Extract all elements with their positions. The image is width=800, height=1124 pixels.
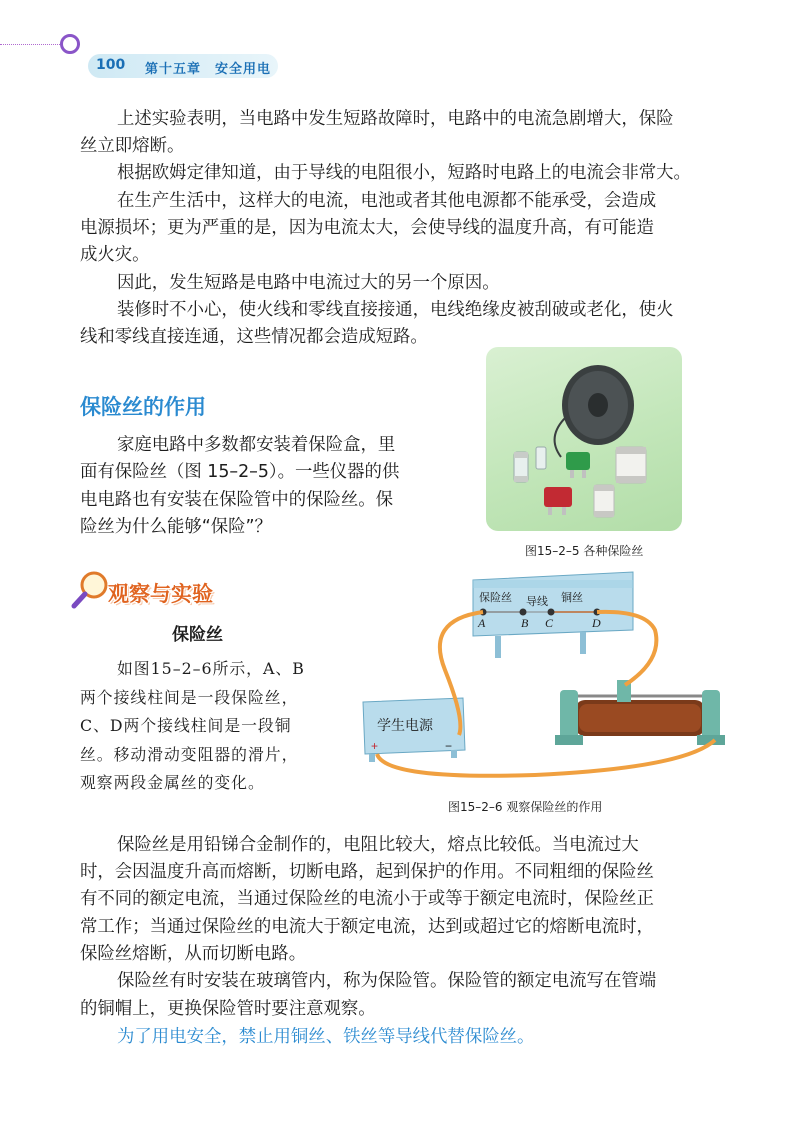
experiment-line1: 如图15–2–6所示，A、B xyxy=(117,659,305,678)
body-p2-line2: 的铜帽上，更换保险管时要注意观察。 xyxy=(80,999,376,1019)
body-p1-line5: 保险丝熔断，从而切断电路。 xyxy=(80,944,307,964)
chapter-title: 第十五章 安全用电 xyxy=(145,62,272,77)
body-p2-line1: 保险丝有时安装在玻璃管内，称为保险管。保险管的额定电流写在管端 xyxy=(117,971,657,991)
terminal-a-label: A xyxy=(478,616,486,630)
experiment-line2: 两个接线柱间是一段保险丝， xyxy=(80,688,299,707)
section-line3: 电电路也有安装在保险管中的保险丝。保 xyxy=(80,490,394,510)
intro-p3-line2: 电源损坏；更为严重的是，因为电流太大，会使导线的温度升高，有可能造 xyxy=(80,218,654,238)
label-copper: 铜丝 xyxy=(561,592,583,604)
terminal-c-label: C xyxy=(545,616,554,630)
terminal-d-label: D xyxy=(592,616,601,630)
fuses-illustration xyxy=(486,347,682,531)
section-line4: 险丝为什么能够“保险”？ xyxy=(80,517,272,537)
fuses-photo xyxy=(486,347,682,531)
intro-p1-line1: 上述实验表明，当电路中发生短路故障时，电路中的电流急剧增大，保险 xyxy=(117,109,674,129)
plus-sign: + xyxy=(371,739,379,753)
body-p1-line3: 有不同的额定电流，当通过保险丝的电流小于或等于额定电流时，保险丝正 xyxy=(80,889,654,909)
experiment-subtitle: 保险丝 xyxy=(172,625,223,645)
intro-p5-line1: 装修时不小心，使火线和零线直接接通，电线绝缘皮被刮破或老化，使火 xyxy=(117,300,674,320)
photo-caption: 图15–2–5 各种保险丝 xyxy=(525,544,644,558)
safety-warning: 为了用电安全，禁止用铜丝、铁丝等导线代替保险丝。 xyxy=(117,1027,535,1047)
sliding-rheostat xyxy=(555,680,725,745)
section-line1: 家庭电路中多数都安装着保险盒，里 xyxy=(117,435,396,455)
intro-p3-line3: 成火灾。 xyxy=(80,245,150,265)
diagram-caption: 图15–2–6 观察保险丝的作用 xyxy=(448,800,603,814)
body-p1-line1: 保险丝是用铅锑合金制作的，电阻比较大，熔点比较低。当电流过大 xyxy=(117,835,639,855)
header-circle-ornament xyxy=(60,34,80,54)
experiment-line4: 丝。移动滑动变阻器的滑片， xyxy=(80,745,299,764)
label-wire: 导线 xyxy=(526,596,548,608)
minus-sign: − xyxy=(445,739,453,753)
label-fuse: 保险丝 xyxy=(479,592,512,604)
experiment-line3: C、D两个接线柱间是一段铜 xyxy=(80,716,292,735)
body-p1-line4: 常工作；当通过保险丝的电流大于额定电流，达到或超过它的熔断电流时， xyxy=(80,917,654,937)
observe-experiment-title: 观察与实验 xyxy=(108,582,213,606)
section-line2: 面有保险丝（图 15–2–5）。一些仪器的供 xyxy=(80,462,400,482)
intro-p5-line2: 线和零线直接连通，这些情况都会造成短路。 xyxy=(80,327,428,347)
intro-p1-line2: 丝立即熔断。 xyxy=(80,136,185,156)
body-p1-line2: 时，会因温度升高而熔断，切断电路，起到保护的作用。不同粗细的保险丝 xyxy=(80,862,654,882)
terminal-board xyxy=(473,572,633,658)
intro-p3-line1: 在生产生活中，这样大的电流，电池或者其他电源都不能承受，会造成 xyxy=(117,191,657,211)
circuit-diagram xyxy=(355,570,735,790)
intro-p2-line1: 根据欧姆定律知道，由于导线的电阻很小，短路时电路上的电流会非常大。 xyxy=(117,163,691,183)
page-number: 100 xyxy=(96,57,126,73)
power-supply-label: 学生电源 xyxy=(377,717,433,733)
magnifier-icon xyxy=(70,568,112,614)
section-title: 保险丝的作用 xyxy=(80,395,206,419)
intro-p4-line1: 因此，发生短路是电路中电流过大的另一个原因。 xyxy=(117,273,500,293)
experiment-line5: 观察两段金属丝的变化。 xyxy=(80,773,265,792)
terminal-b-label: B xyxy=(521,616,529,630)
